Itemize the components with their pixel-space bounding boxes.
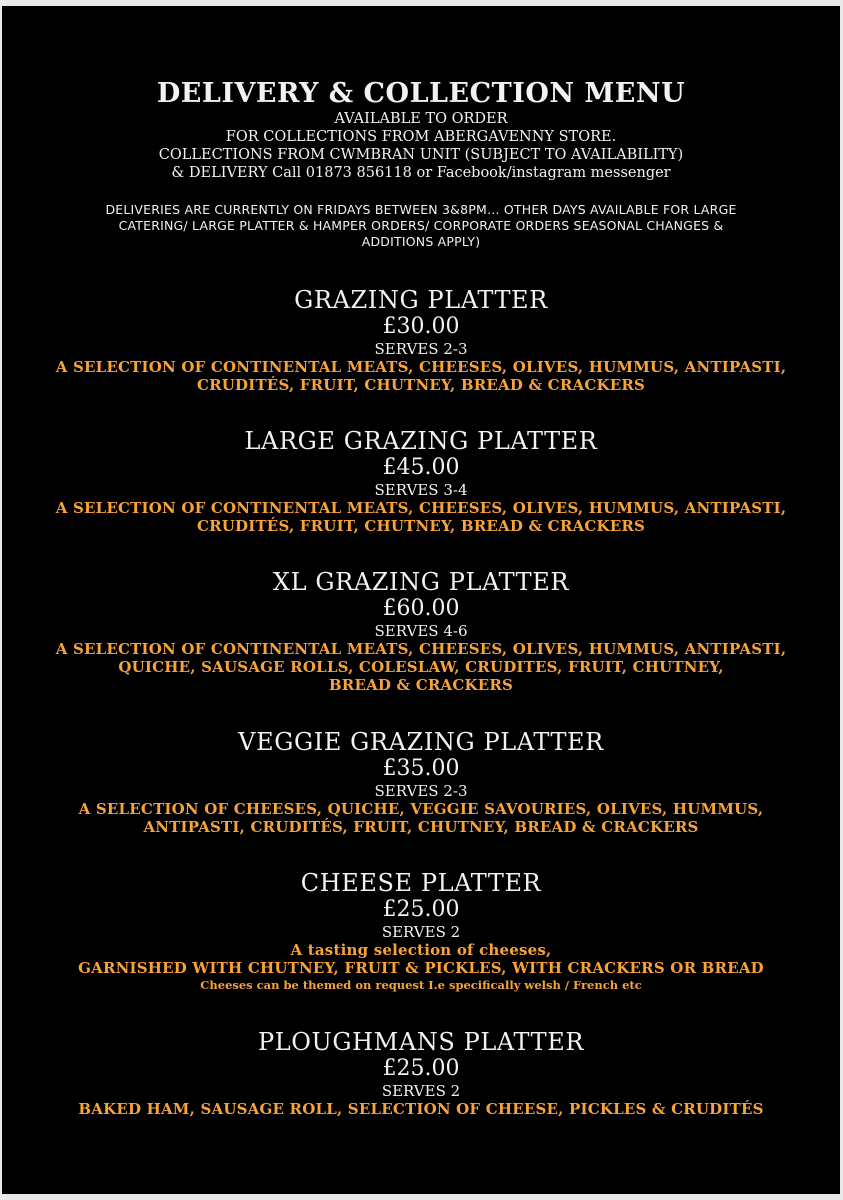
- item-price: £45.00: [382, 455, 460, 480]
- item-name: GRAZING PLATTER: [294, 286, 548, 314]
- item-price: £60.00: [382, 596, 460, 621]
- menu-title: DELIVERY & COLLECTION MENU: [156, 78, 686, 109]
- item-serves: SERVES 4-6: [374, 622, 468, 640]
- item-name: CHEESE PLATTER: [300, 869, 542, 897]
- item-serves: SERVES 2-3: [374, 340, 468, 358]
- header-line-cwmbran: COLLECTIONS FROM CWMBRAN UNIT (SUBJECT TO AVAILABILITY): [158, 147, 684, 163]
- header-line-availability: AVAILABLE TO ORDER: [334, 111, 508, 127]
- item-name: VEGGIE GRAZING PLATTER: [238, 728, 604, 756]
- header-line-contact: & DELIVERY Call 01873 856118 or Facebook/instagram messenger: [171, 165, 671, 181]
- item-price: £25.00: [382, 897, 460, 922]
- menu-item-veggie-grazing-platter: [2, 728, 840, 836]
- header-line-abergavenny: FOR COLLECTIONS FROM ABERGAVENNY STORE.: [225, 129, 617, 145]
- item-serves: SERVES 2: [381, 923, 461, 941]
- item-description-line: A SELECTION OF CONTINENTAL MEATS, CHEESES, OLIVES, HUMMUS, ANTIPASTI,: [55, 499, 787, 517]
- delivery-note: DELIVERIES ARE CURRENTLY ON FRIDAYS BETWEEN 3&8PM… OTHER DAYS AVAILABLE FOR LARGE CATERING/ LARGE PLATTER & HAMPER ORDERS/ CORPORATE ORDERS SEASONAL CHANGES & ADDITIONS APPLY): [105, 202, 737, 249]
- item-description-line: BREAD & CRACKERS: [328, 676, 514, 694]
- item-name: PLOUGHMANS PLATTER: [257, 1028, 585, 1056]
- menu-item-large-grazing-platter: [2, 427, 840, 535]
- item-description-line: A SELECTION OF CHEESES, QUICHE, VEGGIE SAVOURIES, OLIVES, HUMMUS,: [78, 800, 764, 818]
- menu-item-cheese-platter: [2, 869, 840, 993]
- item-theme-note: Cheeses can be themed on request I.e specifically welsh / French etc: [200, 978, 642, 992]
- item-price: £25.00: [382, 1056, 460, 1081]
- item-serves: SERVES 2: [381, 1082, 461, 1100]
- item-description-line: ANTIPASTI, CRUDITÉS, FRUIT, CHUTNEY, BREAD & CRACKERS: [143, 818, 699, 836]
- item-serves: SERVES 2-3: [374, 782, 468, 800]
- menu-page: [2, 6, 840, 1194]
- item-description-line: CRUDITÉS, FRUIT, CHUTNEY, BREAD & CRACKERS: [196, 376, 646, 394]
- item-description-line: BAKED HAM, SAUSAGE ROLL, SELECTION OF CHEESE, PICKLES & CRUDITÉS: [78, 1100, 764, 1118]
- item-description-line: A SELECTION OF CONTINENTAL MEATS, CHEESES, OLIVES, HUMMUS, ANTIPASTI,: [55, 640, 787, 658]
- item-serves: SERVES 3-4: [374, 481, 468, 499]
- item-description-line: A tasting selection of cheeses,: [290, 941, 552, 959]
- item-name: LARGE GRAZING PLATTER: [244, 427, 598, 455]
- item-description-line: A SELECTION OF CONTINENTAL MEATS, CHEESES, OLIVES, HUMMUS, ANTIPASTI,: [55, 358, 787, 376]
- item-description-line: QUICHE, SAUSAGE ROLLS, COLESLAW, CRUDITES, FRUIT, CHUTNEY,: [118, 658, 724, 676]
- item-description-line: GARNISHED WITH CHUTNEY, FRUIT & PICKLES, WITH CRACKERS OR BREAD: [78, 959, 764, 977]
- menu-item-ploughmans-platter: [2, 1028, 840, 1118]
- menu-header: [2, 78, 840, 250]
- menu-item-grazing-platter: [2, 286, 840, 394]
- item-price: £35.00: [382, 756, 460, 781]
- item-name: XL GRAZING PLATTER: [272, 568, 570, 596]
- item-description-line: CRUDITÉS, FRUIT, CHUTNEY, BREAD & CRACKERS: [196, 517, 646, 535]
- item-price: £30.00: [382, 314, 460, 339]
- menu-item-xl-grazing-platter: [2, 568, 840, 694]
